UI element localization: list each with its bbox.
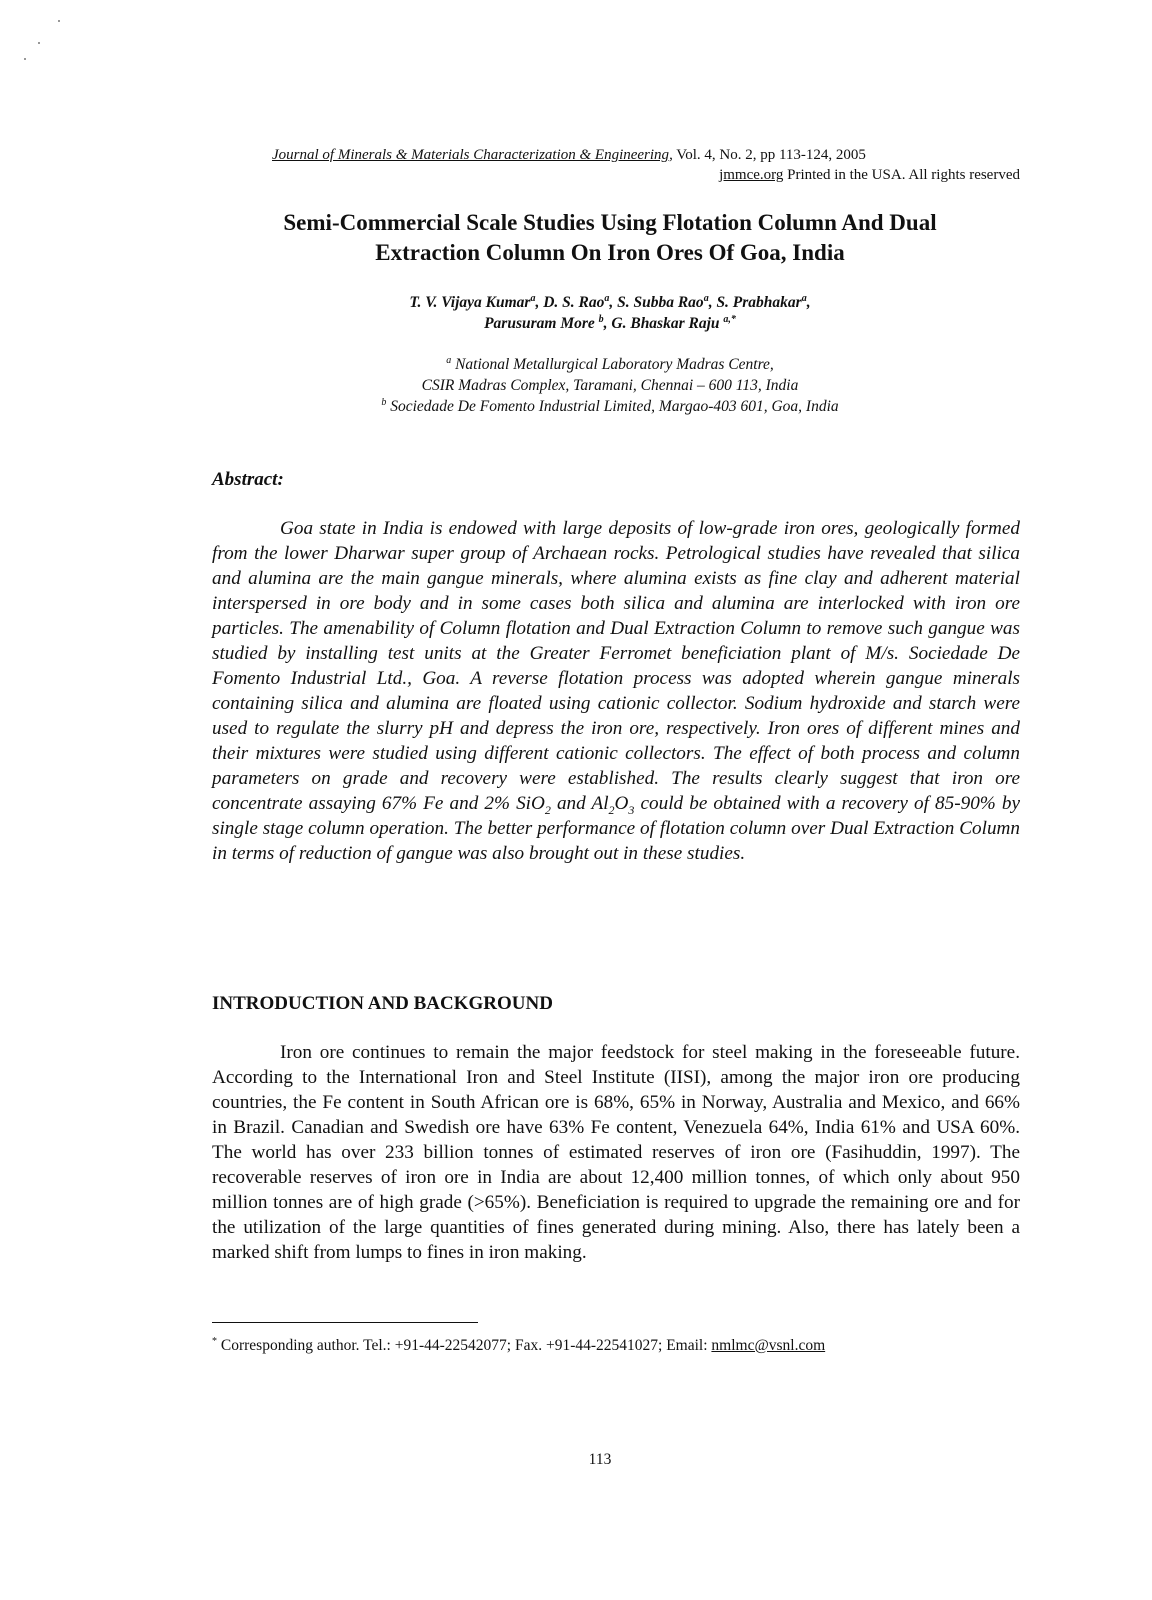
subscript: 2 — [544, 802, 551, 817]
author-name: , S. Prabhakar — [708, 294, 802, 311]
journal-website-link[interactable]: jmmce.org — [719, 167, 784, 183]
footnote-text: Corresponding author. Tel.: +91-44-22542077; Fax. +91-44-22541027; Email: — [217, 1337, 712, 1354]
journal-citation — [272, 146, 1020, 164]
footnote-divider — [212, 1322, 478, 1323]
author-separator: , — [806, 294, 811, 311]
author-name: , S. Subba Rao — [609, 294, 704, 311]
scan-speck — [24, 58, 26, 60]
abstract-text — [212, 516, 1020, 866]
email-link[interactable]: nmlmc@vsnl.com — [711, 1337, 826, 1354]
affiliation-marker: a — [604, 292, 610, 304]
journal-name[interactable]: Journal of Minerals & Materials Characterization & Engineering — [272, 147, 670, 163]
author-line-1 — [260, 292, 960, 313]
author-name: , G. Bhaskar Raju — [603, 315, 724, 332]
affiliation-marker: b — [598, 313, 604, 325]
footnote — [212, 1336, 1020, 1356]
abstract-text-segment: O — [614, 793, 629, 814]
affiliation-marker: a — [530, 292, 536, 304]
affiliation-a-line-2: CSIR Madras Complex, Taramani, Chennai – 600 113, India — [421, 377, 799, 394]
affiliation-marker: a — [703, 292, 709, 304]
subscript: 3 — [628, 802, 635, 817]
paper-title — [200, 208, 1020, 268]
footnote-marker: * — [212, 1335, 217, 1347]
abstract-heading: Abstract: — [212, 469, 284, 490]
journal-details: , Vol. 4, No. 2, pp 113-124, 2005 — [669, 147, 866, 163]
author-name: Parusuram More — [484, 315, 599, 332]
page-number: 113 — [588, 1451, 612, 1468]
affiliation-marker: b — [381, 396, 387, 408]
introduction-heading: INTRODUCTION AND BACKGROUND — [212, 993, 553, 1014]
subscript: 2 — [608, 802, 615, 817]
introduction-text: Iron ore continues to remain the major feedstock for steel making in the foreseeable future. According to the International Iron and Steel Institute (IISI), among the major iron ore producing countries, the Fe content in South African ore is 68%, 65% in Norway, Australia and Mexico, and 66% in Brazil. Canadian and Swedish ore have 63% Fe content, Venezuela 64%, India 61% and USA 60%. The world has over 233 billion tonnes of estimated reserves of iron ore (Fasihuddin, 1997). The recoverable reserves of iron ore in India are about 12,400 million tonnes, of which only about 950 million tonnes are of high grade (>65%). Beneficiation is required to upgrade the remaining ore and for the utilization of the large quantities of fines generated during mining. Also, there has lately been a marked shift from lumps to fines in iron making. — [212, 1042, 1020, 1263]
abstract-text-segment: and Al — [550, 793, 609, 814]
journal-website-line — [612, 166, 1020, 184]
author-name: T. V. Vijaya Kumar — [409, 294, 531, 311]
affiliation-marker: a,* — [723, 313, 736, 325]
scan-speck — [38, 42, 40, 44]
printed-notice: Printed in the USA. All rights reserved — [783, 167, 1020, 183]
title-line-2: Extraction Column On Iron Ores Of Goa, India — [375, 240, 845, 265]
affiliations — [240, 354, 980, 417]
abstract-text-segment: Goa state in India is endowed with large deposits of low-grade iron ores, geologically formed from the lower Dharwar super group of Archaean rocks. Petrological studies have revealed that silica and alumina are the main gangue minerals, where alumina exists as fine clay and adherent material interspersed in ore body and in some cases both silica and alumina are interlocked with iron ore particles. The amenability of Column flotation and Dual Extraction Column to remove such gangue was studied by installing test units at the Greater Ferromet beneficiation plant of M/s. Sociedade De Fomento Industrial Ltd., Goa. A reverse flotation process was adopted wherein gangue minerals containing silica and alumina are floated using cationic collector. Sodium hydroxide and starch were used to regulate the slurry pH and depress the iron ore, respectively. Iron ores of different mines and their mixtures were studied using different cationic collectors. The effect of both process and column parameters on grade and recovery were established. The results clearly suggest that iron ore concentrate assaying 67% Fe and 2% SiO — [212, 518, 1020, 814]
affiliation-b-line — [240, 396, 980, 417]
author-line-2 — [260, 313, 960, 334]
abstract-text-segment: could be obtained with a recovery of 85-90% by single stage column operation. The better performance of flotation column over Dual Extraction Column in terms of reduction of gangue was also brought out in these studies. — [212, 793, 1020, 864]
title-line-1: Semi-Commercial Scale Studies Using Flotation Column And Dual — [283, 210, 937, 235]
scan-speck — [58, 20, 60, 22]
author-list — [260, 292, 960, 334]
affiliation-text: Sociedade De Fomento Industrial Limited, Margao-403 601, Goa, India — [386, 398, 839, 415]
affiliation-marker: a — [801, 292, 807, 304]
affiliation-a-line-1 — [240, 354, 980, 375]
affiliation-marker: a — [446, 354, 452, 366]
affiliation-text: National Metallurgical Laboratory Madras Centre, — [451, 356, 774, 373]
author-name: , D. S. Rao — [535, 294, 605, 311]
